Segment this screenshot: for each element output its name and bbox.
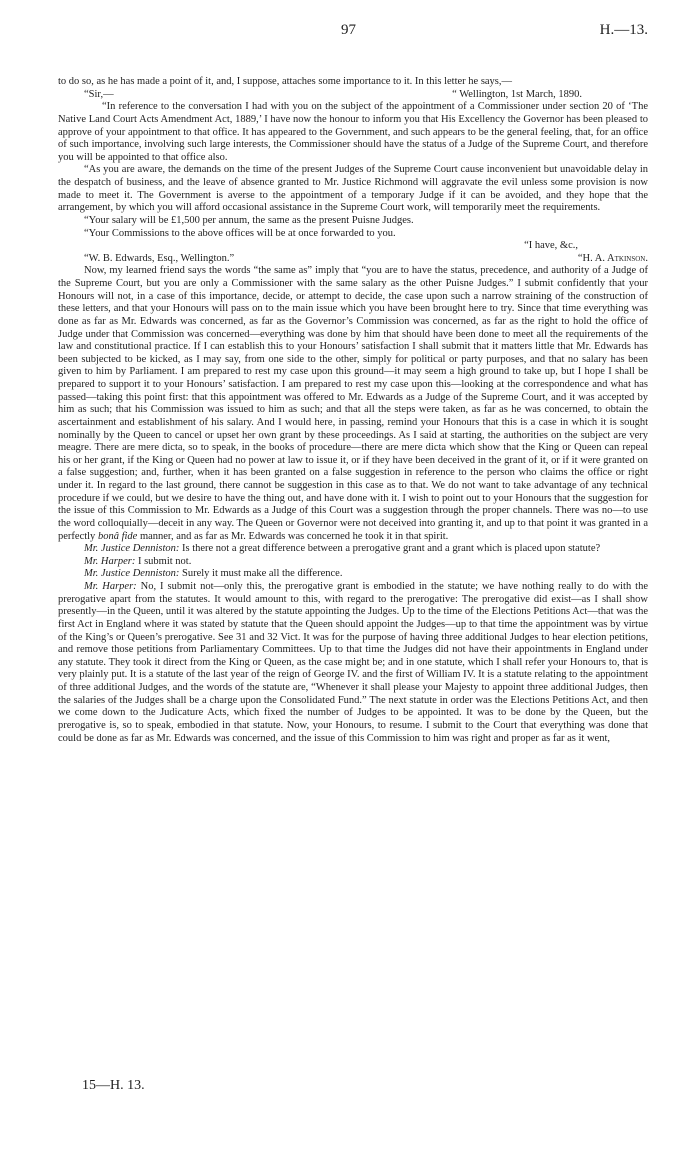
- dialogue-text: Is there not a great difference between a prerogative grant and a grant which is placed upon statute?: [181, 543, 601, 555]
- dialogue-text: No, I submit not—only this, the prerogative grant is embodied in the statute; we have nothing really to do with the prerogative apart from the statutes. It would amount to this, with regard to the prerogative: The prerogative did exist—as I shall show presently—in the Queen, until it was altered by the statute appointing the Judges. Up to the time of the Elections Petitions Act—that was the first Act in England where it was stated by statute that the Queen should appoint the Judges—up to that time the appointment was by virtue of the King’s or Queen’s prerogative. See 31 and 32 Vict. It was for the purpose of having three additional Judges to hear election petitions, and remove those petitions from Parliamentary Committees. Up to that time the Judges did not have their appointments in England under any statute. They took it direct from the King or Queen, as the case might be; and in one statute, which I shall refer your Honours to, that is very plainly put. It is a statute of the last year of the reign of George IV. and the first of William IV. It is a statute relating to the appointment of three additional Judges, and the words of the statute are, “Whenever it shall please your Majesty to appoint three additional Judges, then the salaries of the Judges shall be a charge upon the Consolidated Fund.” The next statute in order was the Elections Petitions Act, and then we come down to the Judicature Acts, which fixed the number of Judges to be appointed. It was to be done by the Queen, but the prerogative is, so to speak, embodied in that statute. Now, your Honours, to resume. I submit to the Court that everything was done that could be done as far as Mr. Edwards was concerned, and the issue of this Commission to him was right and proper as far as it went,: [58, 581, 648, 744]
- dialogue-harper-1: [58, 556, 648, 569]
- signature-mark: 15—H. 13.: [82, 1078, 145, 1093]
- letter-paragraph-2: “As you are aware, the demands on the time of the present Judges of the Supreme Court cause inconvenient but unavoidable delay in the despatch of business, and the leave of absence granted to Mr. Justice Richmond will aggravate the evil unless some provision is now made to meet it. The Government is averse to the appointment of a temporary Judge if it can be avoided, and they hope that the arrangement, by which you will afford occasional assistance in the Supreme Court work, will temporarily meet the requirements.: [58, 164, 648, 214]
- page-number: 97: [341, 22, 356, 38]
- argument-paragraph: [58, 265, 648, 543]
- letter-signature: “H. A. Atkinson.: [577, 252, 648, 264]
- dialogue-denniston-2: [58, 568, 648, 581]
- letter-salutation: “Sir,—: [84, 88, 114, 100]
- letter-paragraph-4: “Your Commissions to the above offices will be at once forwarded to you.: [84, 227, 396, 239]
- argument-text-end: manner, and as far as Mr. Edwards was concerned he took it in that spirit.: [139, 530, 449, 542]
- italic-phrase: bonâ fide: [97, 530, 138, 542]
- page-header: [58, 20, 648, 42]
- letter-heading-row: [58, 89, 648, 102]
- dialogue-text: Surely it must make all the difference.: [181, 568, 343, 580]
- speaker-harper: Mr. Harper:: [84, 555, 136, 567]
- letter-place-date: “ Wellington, 1st March, 1890.: [452, 88, 582, 100]
- speaker-denniston: Mr. Justice Denniston:: [84, 543, 180, 555]
- letter-closing: “I have, &c.,: [524, 240, 578, 252]
- argument-text: Now, my learned friend says the words “the same as” imply that “you are to have the status, precedence, and authority of a Judge of the Supreme Court, but you are only a Commissioner with the same salary as the other Puisne Judges.” I submit confidently that your Honours will not, in a case of this importance, decide, or attempt to decide, the case upon such a narrow straining of the construction of these letters, and that your Honours will pass on to the main issue which you have been brought here to try. Since that time everything was done as far as Mr. Edwards was concerned, as far as the Governor’s Commission was concerned, as far as the right to hold the office of Judge under that Commission was concerned—everything was done by him that should have been done to meet all the requirements of the law and constitutional practice. If I can establish this to your Honours’ satisfaction I shall submit that it matters little that Mr. Edwards has been subjected to be kicked, as I may say, from one side to the other, simply for political or party purposes, and that no salary has been given to him by Parliament. I am prepared to rest my case upon this ground—it may seem a high ground to take up, but I hope I shall be prepared to support it to your Honours’ satisfaction. I am prepared to rest my case upon this—looking at the correspondence and what has passed—taking this point first: that this appointment was offered to Mr. Edwards as a Judge of the Supreme Court, and it was accepted by him as such; that his Commission was issued to him as such; and that all the steps were taken, as far as he was concerned, to obtain the ascertainment and establishment of his salary. And I would here, in passing, remind your Honours that this is a case in which it is sought nominally by the Queen to cancel or upset her own grant by these proceedings. As I said at starting, the authorities on the subject are very meagre. There are mere dicta, so to speak, in the books of procedure—there are mere dicta which show that the King or Queen can repeal his or her grant, if the King or Queen had no power at law to issue it, or if they have been deceived in the grant of it, or if it were granted on a false suggestion; and, further, when it has been granted on a false suggestion in reference to the person who claims the office or right under it. In regard to the last ground, there cannot be suggestion in this case as to that. We do not want to take advantage of any technical procedure if we could, but we desire to have the thing out, and have done with it. I wish to point out to your Honours that the suggestion for the issue of this Commission to Mr. Edwards as a Judge of this Court was a suggestion through the proper channels. There was no—to use the word colloquially—deceit in any way. The Queen or Governor were not deceived into granting it, and up to that point it was granted in a perfectly: [58, 265, 648, 542]
- letter-paragraph-3: “Your salary will be £1,500 per annum, the same as the present Puisne Judges.: [84, 214, 414, 226]
- speaker-denniston: Mr. Justice Denniston:: [84, 568, 180, 580]
- document-body: [58, 76, 648, 745]
- document-reference: H.—13.: [599, 22, 648, 38]
- letter-paragraph-1: “In reference to the conversation I had with you on the subject of the appointment of a Commissioner under section 20 of ‘The Native Land Court Acts Amendment Act, 1889,’ I have now the honour to inform you that His Excellency the Governor has been pleased to approve of your appointment to that office. It has appeared to the Government, and such appears to be the general feeling, that, for an office of such importance, involving such large interests, the Commissioner should have the status of a Judge of the Supreme Court, and therefore you will be appointed to that office also.: [58, 101, 648, 163]
- dialogue-harper-2: [58, 581, 648, 745]
- speaker-harper: Mr. Harper:: [84, 581, 137, 592]
- letter-signature-row: [58, 253, 648, 266]
- dialogue-denniston-1: [58, 543, 648, 556]
- letter-addressee: “W. B. Edwards, Esq., Wellington.”: [84, 252, 235, 264]
- dialogue-text: I submit not.: [137, 555, 192, 567]
- paragraph-intro: to do so, as he has made a point of it, and, I suppose, attaches some importance to it. In this letter he says,—: [58, 76, 513, 87]
